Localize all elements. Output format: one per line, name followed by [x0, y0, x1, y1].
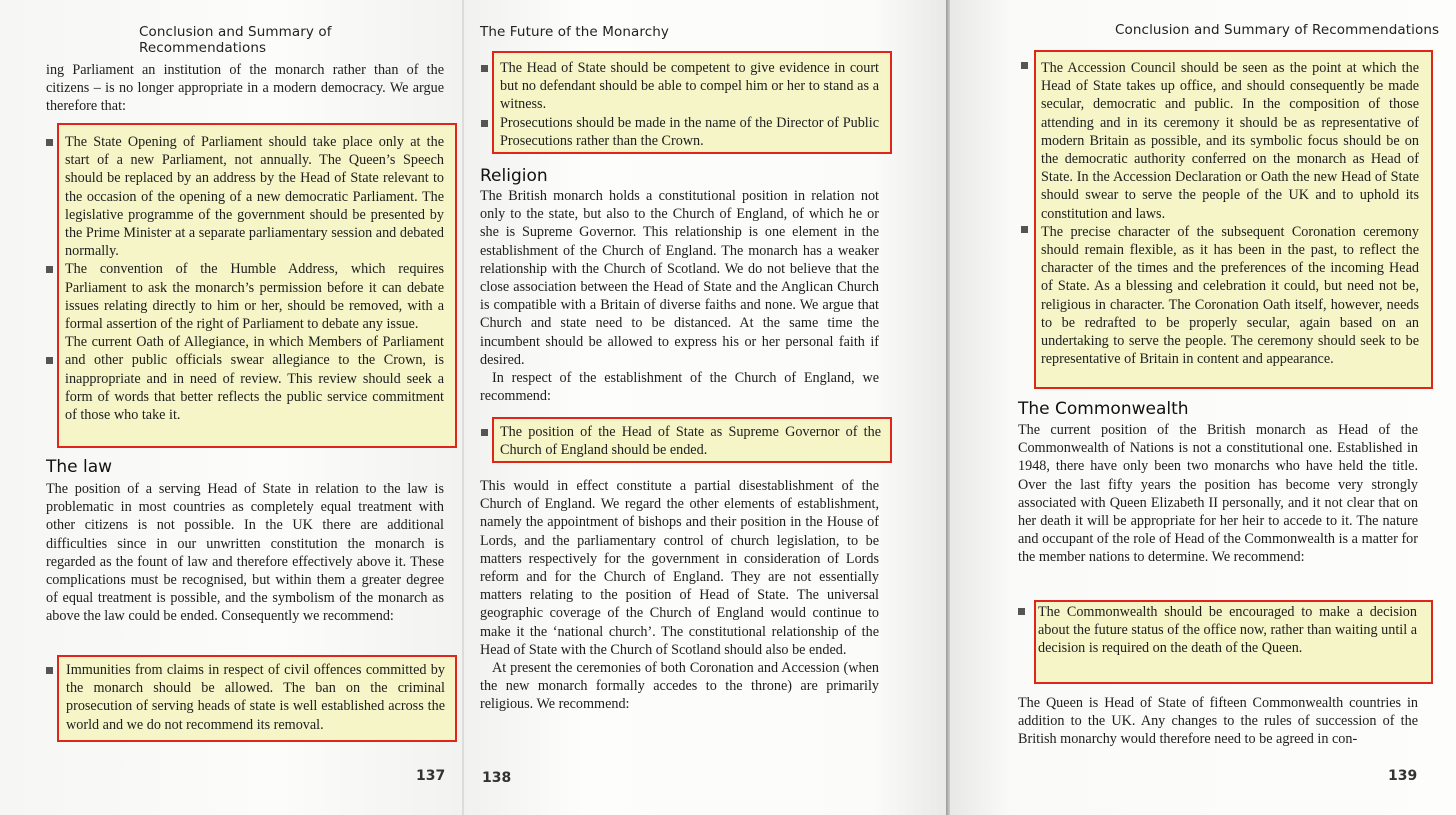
- running-head: Conclusion and Summary of Recommendations: [1115, 22, 1440, 38]
- bullet-icon: [46, 667, 53, 674]
- bullet-icon: [1021, 62, 1028, 69]
- intro-text: ing Parliament an institution of the monarch rather than of the citizens – is no longer appropriate in a modern democracy. We argue therefore that:: [46, 62, 444, 115]
- body-text: The British monarch holds a constitutional position in relation not only to the state, but also to the Church of England, of which he or she is Supreme Governor. This relationship is one element in the establishment of the Church of England. The monarch has a weaker relationship with the Church of Scotland. We do not believe that the close association between the Head of State and the Anglican Church is compatible with a Britain of diverse faiths and none. We argue that Church and state need to be distanced. At the same time the incumbent should be allowed to express his or her personal faith if desired.: [480, 188, 879, 368]
- recommendation-item: The State Opening of Parliament should take place only at the start of a new Parliament, not annually. The Queen’s Speech should be replaced by an address by the Head of State relevant to the occasion of the opening of a new democratic Parliament. The legislative programme of the government should be presented by the Prime Minister at a separate parliamentary session and debated normally.: [65, 134, 444, 260]
- bullet-icon: [46, 266, 53, 273]
- bullet-icon: [1021, 226, 1028, 233]
- closing-paragraph: [1018, 694, 1418, 749]
- recommendation-item: The precise character of the subsequent Coronation ceremony should remain flexible, as it has been in the past, to reflect the character of the times and the preferences of the incoming Head of State. As a blessing and celebration it could, but need not be, religious in character. The Coronation Oath itself, however, needs to be redrafted to be properly secular, again based on an undertaking to serve the people. The ceremony should seek to be representative of Britain in content and appearance.: [1041, 223, 1419, 368]
- page-138: [464, 0, 946, 815]
- body-text: In respect of the establishment of the Church of England, we recommend:: [480, 370, 879, 405]
- section-heading: Religion: [480, 166, 548, 186]
- body-text: The position of a serving Head of State in relation to the law is problematic in most countries as completely equal treatment with other citizens is not possible. In the UK there are additional difficulties since in our unwritten constitution the monarch is regarded as the fount of law and therefore effectively above it. These complications must be recognised, but within them a greater degree of equal treatment is possible, and the symbolism of the monarch as above the law could be ended. Consequently we recommend:: [46, 481, 444, 625]
- disestablishment-section: [480, 477, 879, 714]
- body-text: The Queen is Head of State of fifteen Commonwealth countries in addition to the UK. Any changes to the rules of succession of the British monarchy would therefore need to be agreed in con-: [1018, 695, 1418, 748]
- commonwealth-section: [1018, 398, 1418, 567]
- page-139: [950, 0, 1456, 815]
- recommendation-list: [66, 661, 445, 734]
- recommendation-list: [65, 133, 444, 424]
- recommendation-item: The Commonwealth should be encouraged to make a decision about the future status of the office now, rather than waiting until a decision is required on the death of the Queen.: [1038, 604, 1418, 657]
- law-section: [46, 456, 444, 626]
- page-number: 137: [416, 768, 446, 784]
- recommendation-item: Prosecutions should be made in the name of the Director of Public Prosecutions rather than the Crown.: [500, 114, 879, 149]
- recommendation-list: [500, 423, 881, 459]
- recommendation-item: Immunities from claims in respect of civil offences committed by the monarch should be allowed. The ban on the criminal prosecution of serving heads of state is well established across the world and we do not recommend its removal.: [66, 662, 445, 733]
- recommendation-item: The current Oath of Allegiance, in which Members of Parliament and other public officials swear allegiance to the Crown, is inappropriate and in need of review. This review should seek a form of words that better reflects the public service commitment of those who take it.: [65, 334, 444, 424]
- bullet-icon: [481, 429, 488, 436]
- religion-section: [480, 165, 879, 405]
- recommendation-list: [500, 59, 879, 150]
- running-head: Conclusion and Summary of Recommendations: [139, 24, 332, 56]
- bullet-icon: [46, 139, 53, 146]
- intro-paragraph: [46, 61, 444, 116]
- page-number: 139: [1388, 768, 1418, 784]
- body-text: The current position of the British monarch as Head of the Commonwealth of Nations is not a constitutional one. Established in 1948, there have only been two monarchs who have held the title. Over the last fifty years the position has become very strongly associated with Queen Elizabeth II personally, and it not clear that on her death it will be appropriate for her heir to accede to it. The nature and occupant of the role of Head of the Commonwealth is a matter for the member nations to determine. We recommend:: [1018, 422, 1418, 566]
- recommendation-item: The Accession Council should be seen as the point at which the Head of State takes up office, and should consequently be made secular, democratic and public. In the composition of those attending and in its ceremony it should be as representative of modern Britain as possible, and its symbolic focus should be on the democratic authority conferred on the monarch as Head of State. In the Accession Declaration or Oath the new Head of State should swear to serve the people of the UK and to uphold its constitution and laws.: [1041, 60, 1419, 222]
- recommendation-item: The convention of the Humble Address, which requires Parliament to ask the monarch’s permission before it can debate issues relating directly to him or her, should be removed, with a formal assertion of the right of Parliament to debate any issue.: [65, 261, 444, 333]
- section-heading: The Commonwealth: [1018, 399, 1189, 419]
- recommendation-list: [1038, 603, 1417, 658]
- body-text: At present the ceremonies of both Coronation and Accession (when the new monarch formally accedes to the throne) are primarily religious. We recommend:: [480, 660, 879, 713]
- bullet-icon: [481, 65, 488, 72]
- recommendation-list: [1041, 59, 1419, 368]
- bullet-icon: [1018, 608, 1025, 615]
- running-head: The Future of the Monarchy: [480, 24, 669, 40]
- page-137: [0, 0, 462, 815]
- bullet-icon: [46, 357, 53, 364]
- section-heading: The law: [46, 457, 113, 477]
- page-number: 138: [482, 770, 512, 786]
- recommendation-item: The Head of State should be competent to give evidence in court but no defendant should be able to compel him or her to stand as a witness.: [500, 60, 879, 113]
- recommendation-item: The position of the Head of State as Supreme Governor of the Church of England should be ended.: [500, 424, 881, 459]
- body-text: This would in effect constitute a partial disestablishment of the Church of England. We regard the other elements of establishment, namely the appointment of bishops and their position in the House of Lords, and the parliamentary control of church legislation, to be matters respectively for the government in consideration of Lords reform and for the Church of England. They are not essentially matters relating to the position of Head of State. The universal geographic coverage of the Church of England would continue to make it the ‘national church’. The constitutional relationship of the Head of State with the Church of Scotland should also be ended.: [480, 478, 879, 658]
- bullet-icon: [481, 120, 488, 127]
